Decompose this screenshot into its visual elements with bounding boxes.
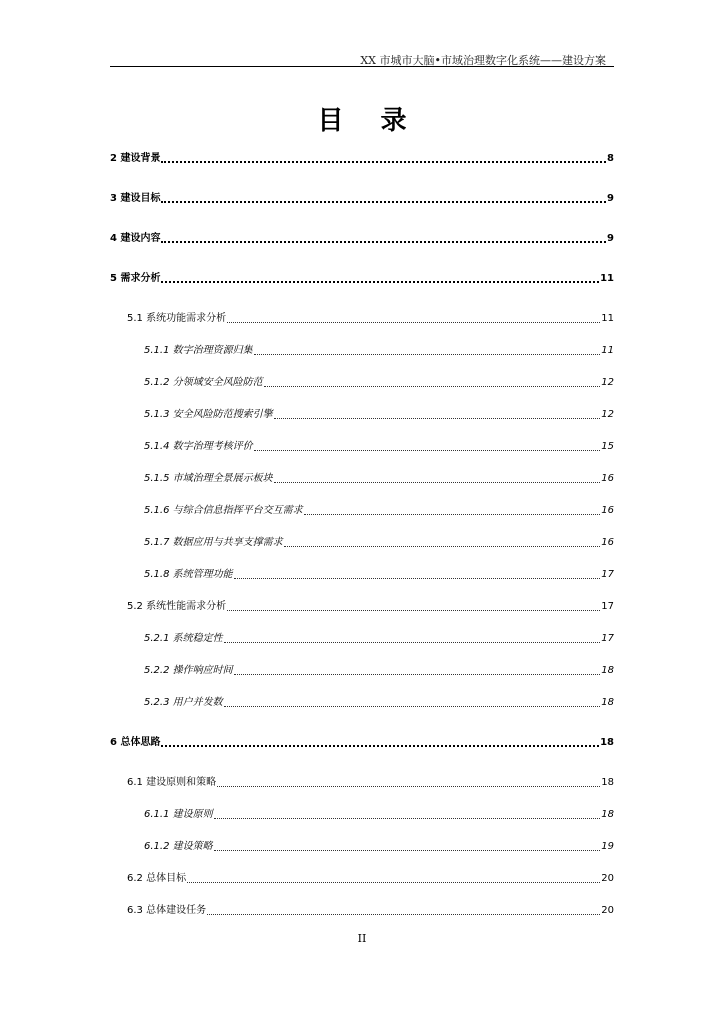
toc-entry-page: 17 bbox=[601, 601, 614, 612]
toc-entry[interactable] bbox=[110, 502, 614, 518]
toc-entry[interactable] bbox=[110, 150, 614, 166]
toc-leader-dots bbox=[224, 706, 601, 707]
toc-leader-dots bbox=[274, 482, 601, 483]
toc-entry[interactable] bbox=[110, 342, 614, 358]
toc-entry-page: 16 bbox=[601, 537, 614, 548]
toc-entry-page: 11 bbox=[600, 273, 614, 284]
toc-entry-label: 6.1.2 建设策略 bbox=[144, 841, 213, 852]
toc-entry-page: 19 bbox=[601, 841, 614, 852]
toc-entry[interactable] bbox=[110, 662, 614, 678]
toc-entry[interactable] bbox=[110, 190, 614, 206]
toc-leader-dots bbox=[254, 450, 601, 451]
toc-entry-label: 5.1.5 市域治理全景展示板块 bbox=[144, 473, 273, 484]
toc-entry-page: 18 bbox=[601, 809, 614, 820]
toc-entry-label: 5.1.7 数据应用与共享支撑需求 bbox=[144, 537, 283, 548]
toc-entry[interactable] bbox=[110, 630, 614, 646]
toc-leader-dots bbox=[214, 850, 601, 851]
toc-leader-dots bbox=[161, 281, 599, 283]
toc-entry-page: 12 bbox=[601, 377, 614, 388]
toc-entry[interactable] bbox=[110, 270, 614, 286]
toc-entry-page: 11 bbox=[601, 345, 614, 356]
toc-entry-page: 18 bbox=[601, 665, 614, 676]
toc-entry[interactable] bbox=[110, 806, 614, 822]
toc-entry-label: 5.1.2 分领域安全风险防范 bbox=[144, 377, 263, 388]
running-header: XX 市城市大脑•市域治理数字化系统——建设方案 bbox=[360, 54, 606, 67]
toc-entry[interactable] bbox=[110, 310, 614, 326]
toc-entry-label: 5.1 系统功能需求分析 bbox=[127, 313, 227, 324]
toc-entry-label: 3 建设目标 bbox=[110, 193, 161, 204]
toc-entry-page: 18 bbox=[601, 777, 614, 788]
toc-entry-page: 9 bbox=[607, 233, 614, 244]
toc-leader-dots bbox=[161, 745, 599, 747]
toc-entry-page: 20 bbox=[601, 873, 614, 884]
toc-entry[interactable] bbox=[110, 598, 614, 614]
toc-leader-dots bbox=[187, 882, 600, 883]
toc-entry[interactable] bbox=[110, 406, 614, 422]
toc-entry-label: 5.1.6 与综合信息指挥平台交互需求 bbox=[144, 505, 303, 516]
toc-entry-page: 15 bbox=[601, 441, 614, 452]
toc-leader-dots bbox=[234, 578, 601, 579]
toc-entry-label: 6 总体思路 bbox=[110, 737, 161, 748]
toc-entry[interactable] bbox=[110, 902, 614, 918]
toc-entry-label: 2 建设背景 bbox=[110, 153, 161, 164]
toc-entry[interactable] bbox=[110, 774, 614, 790]
toc-leader-dots bbox=[161, 201, 606, 203]
toc-leader-dots bbox=[224, 642, 601, 643]
toc-leader-dots bbox=[234, 674, 601, 675]
toc-entry[interactable] bbox=[110, 534, 614, 550]
toc-entry[interactable] bbox=[110, 838, 614, 854]
toc-entry-page: 8 bbox=[607, 153, 614, 164]
header-rule bbox=[110, 66, 614, 67]
toc-entry-page: 11 bbox=[601, 313, 614, 324]
toc-entry-page: 20 bbox=[601, 905, 614, 916]
toc-entry-label: 5 需求分析 bbox=[110, 273, 161, 284]
toc-entry[interactable] bbox=[110, 734, 614, 750]
toc-entry[interactable] bbox=[110, 438, 614, 454]
toc-leader-dots bbox=[227, 610, 600, 611]
toc-leader-dots bbox=[254, 354, 601, 355]
toc-leader-dots bbox=[264, 386, 601, 387]
toc-entry-label: 5.1.4 数字治理考核评价 bbox=[144, 441, 253, 452]
toc-entry-page: 9 bbox=[607, 193, 614, 204]
page-number: II bbox=[357, 932, 367, 945]
toc-leader-dots bbox=[161, 241, 606, 243]
toc-entry-label: 5.2.3 用户并发数 bbox=[144, 697, 223, 708]
toc-leader-dots bbox=[207, 914, 600, 915]
toc-entry[interactable] bbox=[110, 230, 614, 246]
toc-leader-dots bbox=[214, 818, 601, 819]
toc-entry-label: 5.2.2 操作响应时间 bbox=[144, 665, 233, 676]
toc-entry-label: 6.2 总体目标 bbox=[127, 873, 187, 884]
toc-entry-page: 17 bbox=[601, 569, 614, 580]
toc-entry-label: 5.2 系统性能需求分析 bbox=[127, 601, 227, 612]
toc-entry-page: 18 bbox=[600, 737, 614, 748]
toc-entry-label: 5.1.1 数字治理资源归集 bbox=[144, 345, 253, 356]
toc-entry[interactable] bbox=[110, 566, 614, 582]
toc-entry[interactable] bbox=[110, 870, 614, 886]
toc-entry-label: 6.1 建设原则和策略 bbox=[127, 777, 217, 788]
toc-entry-label: 6.3 总体建设任务 bbox=[127, 905, 207, 916]
toc-entry[interactable] bbox=[110, 374, 614, 390]
toc-leader-dots bbox=[227, 322, 600, 323]
toc-leader-dots bbox=[217, 786, 600, 787]
toc-entry-page: 12 bbox=[601, 409, 614, 420]
toc-entry-label: 5.1.8 系统管理功能 bbox=[144, 569, 233, 580]
toc-title: 目 录 bbox=[317, 106, 421, 136]
toc-entry[interactable] bbox=[110, 694, 614, 710]
toc-entry[interactable] bbox=[110, 470, 614, 486]
toc-entry-page: 18 bbox=[601, 697, 614, 708]
toc-entry-page: 17 bbox=[601, 633, 614, 644]
toc-entry-page: 16 bbox=[601, 505, 614, 516]
toc-entry-label: 4 建设内容 bbox=[110, 233, 161, 244]
toc-entry-label: 5.2.1 系统稳定性 bbox=[144, 633, 223, 644]
toc-leader-dots bbox=[304, 514, 601, 515]
toc-entry-label: 6.1.1 建设原则 bbox=[144, 809, 213, 820]
toc-entry-page: 16 bbox=[601, 473, 614, 484]
toc-leader-dots bbox=[274, 418, 601, 419]
toc-leader-dots bbox=[161, 161, 606, 163]
toc-entry-label: 5.1.3 安全风险防范搜索引擎 bbox=[144, 409, 273, 420]
toc-leader-dots bbox=[284, 546, 601, 547]
